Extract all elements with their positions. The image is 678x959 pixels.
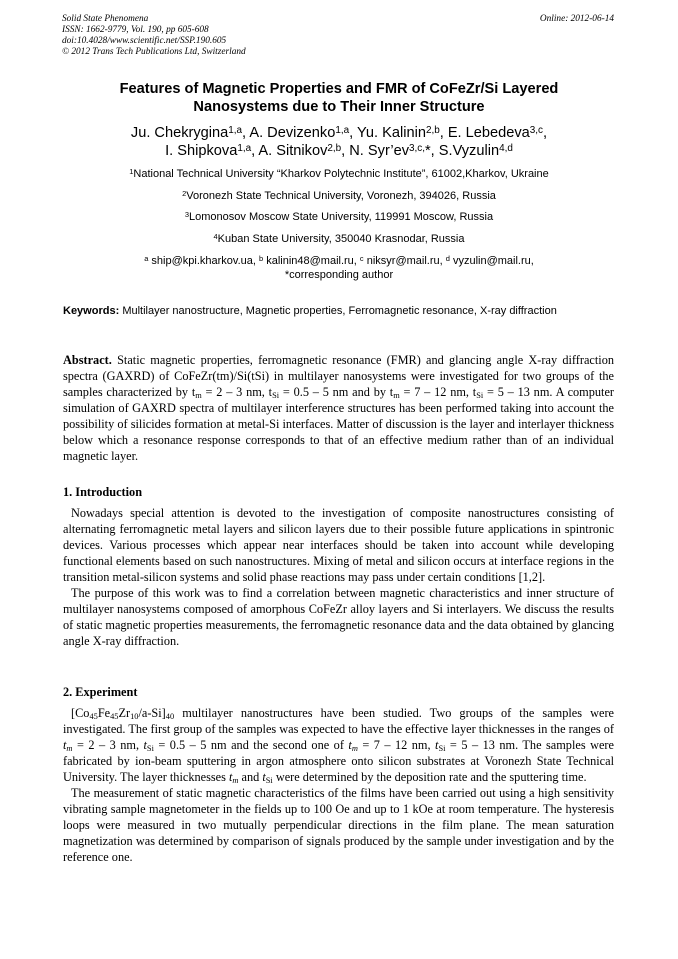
subscript: 45 xyxy=(89,712,98,722)
author-name: E. Lebedeva xyxy=(447,125,530,141)
author-emails xyxy=(40,254,638,282)
author-name: A. Sitnikov xyxy=(258,143,328,159)
author-list xyxy=(40,124,638,160)
affiliation-mark: 4 xyxy=(213,231,218,241)
affiliation-3 xyxy=(40,210,638,224)
paragraph-text: = 2 – 3 nm, xyxy=(72,738,144,752)
corresponding-author-note: *corresponding author xyxy=(284,269,394,281)
author-separator: *, xyxy=(424,143,439,159)
email: niksyr@mail.ru, xyxy=(366,255,446,267)
email: ship@kpi.kharkov.ua, xyxy=(151,255,259,267)
paragraph: The measurement of static magnetic characteristics of the films have been carried out using a high sensitivity vibrating sample magnetometer in the fields up to 100 Oe and up to 1 kOe at room temperature. The hysteresis loops were measured in two mutually perpendicular directions in the film plane. The mean saturation magnetization was determined by comparison of signals produced by the sample under investigation and by the reference one. xyxy=(63,786,614,864)
journal-doi: doi:10.4028/www.scientific.net/SSP.190.605 xyxy=(62,36,227,46)
subscript: Si xyxy=(265,776,273,786)
experiment-body xyxy=(63,705,614,865)
paragraph xyxy=(63,705,614,785)
variable: t xyxy=(143,738,147,752)
affiliation-mark: 2 xyxy=(182,188,187,198)
affiliation-mark: 1 xyxy=(129,166,134,176)
paragraph: The purpose of this work was to find a correlation between magnetic characteristics and inner structure of multilayer nanosystems composed of amorphous CoFeZr alloy layers and Si interlayers. We discuss the results of static magnetic properties measurements, the ferromagnetic resonance data and the data obtained by glancing angle X-ray diffraction. xyxy=(63,586,614,648)
paper-title xyxy=(40,80,638,116)
title-line-2: Nanosystems due to Their Inner Structure xyxy=(193,99,485,115)
variable: t xyxy=(262,770,266,784)
paragraph-text: = 0.5 – 5 nm and the second one of xyxy=(153,738,349,752)
keywords-label: Keywords: xyxy=(63,305,120,317)
author-name: I. Shipkova xyxy=(165,143,238,159)
author-affil-mark: 3,c xyxy=(529,124,544,136)
subscript: m xyxy=(393,391,400,401)
variable: t xyxy=(63,738,67,752)
author-name: S.Vyzulin xyxy=(438,143,500,159)
paragraph-text: multilayer nanostructures have been studied. Two groups of the samples were investigated. The first group of the samples was expected to have the effective layer thicknesses in the ranges of xyxy=(63,706,615,736)
title-line-1: Features of Magnetic Properties and FMR of CoFeZr/Si Layered xyxy=(119,81,559,97)
formula-part: /a-Si] xyxy=(138,706,166,720)
email: vyzulin@mail.ru, xyxy=(452,255,534,267)
journal-header xyxy=(62,14,246,58)
affiliation-4 xyxy=(40,232,638,246)
affiliation-text: National Technical University “Kharkov Polytechnic Institute”, 61002,Kharkov, Ukraine xyxy=(133,168,549,180)
author-affil-mark: 3,c, xyxy=(409,142,425,154)
author-affil-mark: 1,a xyxy=(237,142,252,154)
paragraph-text: and xyxy=(238,770,263,784)
variable: t xyxy=(228,770,233,784)
journal-name: Solid State Phenomena xyxy=(62,14,149,24)
author-separator: , xyxy=(251,143,259,159)
author-affil-mark: 2,b xyxy=(327,142,342,154)
formula-part: Zr xyxy=(118,706,131,720)
subscript: m xyxy=(232,776,239,786)
paragraph-text: = 7 – 12 nm, xyxy=(357,738,436,752)
author-separator: , xyxy=(341,143,350,159)
variable: t xyxy=(435,738,439,752)
subscript: 40 xyxy=(165,712,175,722)
subscript: m xyxy=(351,744,358,754)
subscript: m xyxy=(195,391,202,401)
author-name: Ju. Chekrygina xyxy=(130,125,229,141)
paragraph-text: = 5 – 13 nm. The samples were fabricated by ion-beam sputtering in argon atmosphere onto silicon substrates at Voronezh State Technical University. The layer thicknesses xyxy=(63,738,614,784)
author-affil-mark: 4,d xyxy=(499,142,513,154)
subscript: Si xyxy=(272,391,280,401)
introduction-body xyxy=(63,505,614,649)
affiliation-text: Kuban State University, 350040 Krasnodar, Russia xyxy=(217,233,465,245)
author-line-2 xyxy=(40,142,638,160)
author-separator: , xyxy=(242,125,250,141)
subscript: m xyxy=(66,744,73,754)
author-name: A. Devizenko xyxy=(249,125,336,141)
abstract-text: Static magnetic properties, ferromagnetic resonance (FMR) and glancing angle X-ray diffraction spectra (GAXRD) of CoFeZr(tm)/Si(tSi) in multilayer nanosystems were investigated for two groups of the samples characterized by t xyxy=(63,353,615,399)
online-date: Online: 2012-06-14 xyxy=(539,14,614,24)
email-mark: c xyxy=(359,253,364,263)
affiliation-1 xyxy=(40,167,638,181)
affiliation-2 xyxy=(40,189,638,203)
keywords-text: Multilayer nanostructure, Magnetic properties, Ferromagnetic resonance, X-ray diffraction xyxy=(122,305,557,317)
author-name: Yu. Kalinin xyxy=(356,125,426,141)
author-separator: , xyxy=(439,125,448,141)
variable: t xyxy=(348,738,352,752)
formula-part: [Co xyxy=(71,706,90,720)
section-heading-experiment: 2. Experiment xyxy=(63,685,138,699)
affiliation-mark: 3 xyxy=(184,209,190,219)
author-separator: , xyxy=(349,125,357,141)
affiliation-text: Voronezh State Technical University, Voronezh, 394026, Russia xyxy=(186,190,496,202)
email-mark: a xyxy=(144,253,149,263)
subscript: 10 xyxy=(130,712,139,722)
author-affil-mark: 1,a xyxy=(228,124,243,136)
paragraph: Nowadays special attention is devoted to the investigation of composite nanostructures consisting of alternating ferromagnetic metal layers and silicon layers due to their possible future applications in spintronic devices. Various processes which appear near interfaces should be taken into account while developing functional elements based on such nanostructures. Mixing of metal and silicon occurs at interface regions in the transition metal-silicon systems and solid phase reactions may pass under certain conditions [1,2]. xyxy=(63,506,614,584)
author-line-1 xyxy=(40,124,638,142)
author-affil-mark: 1,a xyxy=(335,124,350,136)
subscript: 45 xyxy=(110,712,119,722)
subscript: Si xyxy=(146,744,154,754)
journal-issn: ISSN: 1662-9779, Vol. 190, pp 605-608 xyxy=(62,25,209,35)
abstract xyxy=(63,352,614,464)
author-separator: , xyxy=(543,125,548,141)
abstract-label: Abstract. xyxy=(63,353,112,367)
formula-part: Fe xyxy=(97,706,111,720)
abstract-text: = 0.5 – 5 nm and by t xyxy=(279,385,394,399)
keywords xyxy=(63,304,614,318)
abstract-text: = 5 – 13 nm. A computer simulation of GAXRD spectra of multilayer interference structures has been performed taking into account the possibility of silicides formation at metal-Si interfaces. Matter of discussion is the layer and interlayer thickness below which a resonance response corresponds to that of an effective medium rather than of an individual magnetic layer. xyxy=(63,385,615,463)
author-affil-mark: 2,b xyxy=(425,124,440,136)
subscript: Si xyxy=(476,391,484,401)
affiliation-text: Lomonosov Moscow State University, 119991 Moscow, Russia xyxy=(189,211,494,223)
abstract-text: = 7 – 12 nm, t xyxy=(399,385,477,399)
section-heading-introduction: 1. Introduction xyxy=(63,485,143,499)
abstract-text: = 2 – 3 nm, t xyxy=(201,385,273,399)
email-mark: d xyxy=(445,253,450,263)
author-name: N. Syr’ev xyxy=(349,143,410,159)
subscript: Si xyxy=(438,744,446,754)
email-mark: b xyxy=(258,253,264,263)
journal-copyright: © 2012 Trans Tech Publications Ltd, Switzerland xyxy=(62,47,246,57)
email-line xyxy=(40,254,638,268)
email: kalinin48@mail.ru, xyxy=(266,255,360,267)
paragraph-text: were determined by the deposition rate and the sputtering time. xyxy=(272,770,587,784)
